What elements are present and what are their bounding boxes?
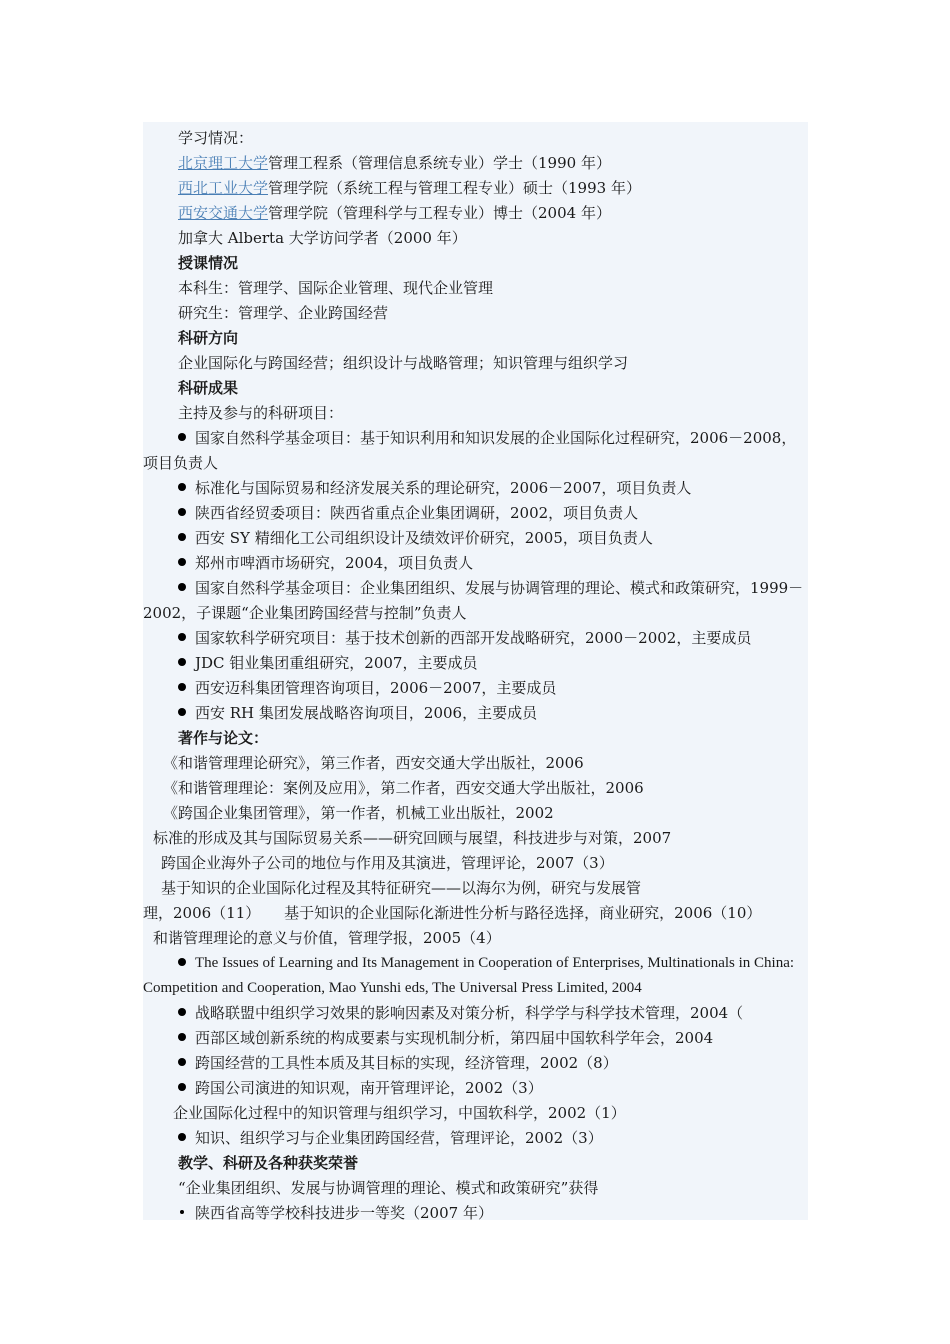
project-item: 郑州市啤酒市场研究，2004，项目负责人 — [143, 551, 808, 576]
honors-intro: “企业集团组织、发展与协调管理的理论、模式和政策研究”获得 — [178, 1179, 599, 1197]
english-paper-item: The Issues of Learning and Its Management in Cooperation of Enterprises, Multinationals in China: Competition and Cooperation, Mao Yunshi eds, The Universal Press Limited, 2004 — [143, 955, 795, 996]
bullet-icon — [178, 558, 186, 566]
bullet-icon — [178, 658, 186, 666]
study-heading: 学习情况： — [178, 129, 254, 147]
school-link[interactable]: 西北工业大学 — [178, 179, 269, 197]
study-item — [143, 176, 808, 201]
paper-item: 和谐管理理论的意义与价值，管理学报，2005（4） — [153, 929, 501, 947]
honor-item: 陕西省高等学校科技进步一等奖（2007 年） — [143, 1201, 808, 1226]
project-item: 标准化与国际贸易和经济发展关系的理论研究，2006－2007，项目负责人 — [143, 476, 808, 501]
project-item: 西安 RH 集团发展战略咨询项目，2006，主要成员 — [143, 701, 808, 726]
projects-heading: 主持及参与的科研项目： — [178, 404, 344, 422]
research-direction-heading: 科研方向 — [178, 329, 239, 347]
project-item: JDC 钼业集团重组研究，2007，主要成员 — [143, 651, 808, 676]
paper-item: 理，2006（11） 基于知识的企业国际化渐进性分析与路径选择，商业研究，2006（10） — [143, 904, 762, 922]
project-item: 国家自然科学基金项目：企业集团组织、发展与协调管理的理论、模式和政策研究，1999－2002，子课题“企业集团跨国经营与控制”负责人 — [143, 579, 804, 622]
paper-item: 知识、组织学习与企业集团跨国经营，管理评论，2002（3） — [143, 1126, 808, 1151]
book-item: 《和谐管理理论研究》，第三作者，西安交通大学出版社，2006 — [163, 754, 584, 772]
research-direction-text: 企业国际化与跨国经营；组织设计与战略管理；知识管理与组织学习 — [178, 354, 629, 372]
project-item: 西安 SY 精细化工公司组织设计及绩效评价研究，2005，项目负责人 — [143, 526, 808, 551]
paper-item: 标准的形成及其与国际贸易关系——研究回顾与展望，科技进步与对策，2007 — [153, 829, 672, 847]
bullet-icon — [178, 708, 186, 716]
bullet-icon — [178, 1133, 186, 1141]
bullet-icon — [178, 583, 186, 591]
paper-item: 跨国公司演进的知识观，南开管理评论，2002（3） — [143, 1076, 808, 1101]
bullet-icon — [178, 633, 186, 641]
teaching-graduate: 研究生：管理学、企业跨国经营 — [178, 304, 389, 322]
paper-item: 基于知识的企业国际化过程及其特征研究——以海尔为例，研究与发展管 — [161, 879, 642, 897]
paper-item: 西部区域创新系统的构成要素与实现机制分析，第四届中国软科学年会，2004 — [143, 1026, 808, 1051]
school-link[interactable]: 北京理工大学 — [178, 154, 269, 172]
book-item: 《和谐管理理论：案例及应用》，第二作者，西安交通大学出版社，2006 — [163, 779, 644, 797]
visiting-scholar: 加拿大 Alberta 大学访问学者（2000 年） — [178, 229, 467, 247]
honors-heading: 教学、科研及各种获奖荣誉 — [178, 1154, 359, 1172]
bullet-icon — [178, 1058, 186, 1066]
project-item: 国家自然科学基金项目：基于知识利用和知识发展的企业国际化过程研究，2006－2008，项目负责人 — [143, 429, 797, 472]
study-detail: 管理学院（管理科学与工程专业）博士（2004 年） — [268, 204, 611, 222]
study-item — [143, 201, 808, 226]
bullet-icon — [178, 1083, 186, 1091]
study-detail: 管理工程系（管理信息系统专业）学士（1990 年） — [268, 154, 611, 172]
bullet-icon — [178, 483, 186, 491]
project-item: 西安迈科集团管理咨询项目，2006－2007，主要成员 — [143, 676, 808, 701]
resume-content — [143, 126, 808, 1226]
bullet-icon — [178, 1008, 186, 1016]
bullet-icon — [178, 433, 186, 441]
bullet-icon — [180, 1210, 184, 1214]
teaching-heading: 授课情况 — [178, 254, 239, 272]
paper-item: 战略联盟中组织学习效果的影响因素及对策分析，科学学与科学技术管理，2004（ — [143, 1001, 808, 1026]
paper-item: 跨国企业海外子公司的地位与作用及其演进，管理评论，2007（3） — [161, 854, 614, 872]
bullet-icon — [178, 683, 186, 691]
bullet-icon — [178, 533, 186, 541]
study-item — [143, 151, 808, 176]
bullet-icon — [178, 958, 186, 966]
paper-item: 企业国际化过程中的知识管理与组织学习，中国软科学，2002（1） — [173, 1104, 626, 1122]
teaching-undergrad: 本科生：管理学、国际企业管理、现代企业管理 — [178, 279, 494, 297]
paper-item: 跨国经营的工具性本质及其目标的实现，经济管理，2002（8） — [143, 1051, 808, 1076]
publications-heading: 著作与论文： — [178, 729, 269, 747]
bullet-icon — [178, 1033, 186, 1041]
project-item: 国家软科学研究项目：基于技术创新的西部开发战略研究，2000－2002，主要成员 — [143, 626, 808, 651]
school-link[interactable]: 西安交通大学 — [178, 204, 269, 222]
book-item: 《跨国企业集团管理》，第一作者，机械工业出版社，2002 — [163, 804, 554, 822]
study-detail: 管理学院（系统工程与管理工程专业）硕士（1993 年） — [268, 179, 641, 197]
research-results-heading: 科研成果 — [178, 379, 239, 397]
bullet-icon — [178, 508, 186, 516]
project-item: 陕西省经贸委项目：陕西省重点企业集团调研，2002，项目负责人 — [143, 501, 808, 526]
